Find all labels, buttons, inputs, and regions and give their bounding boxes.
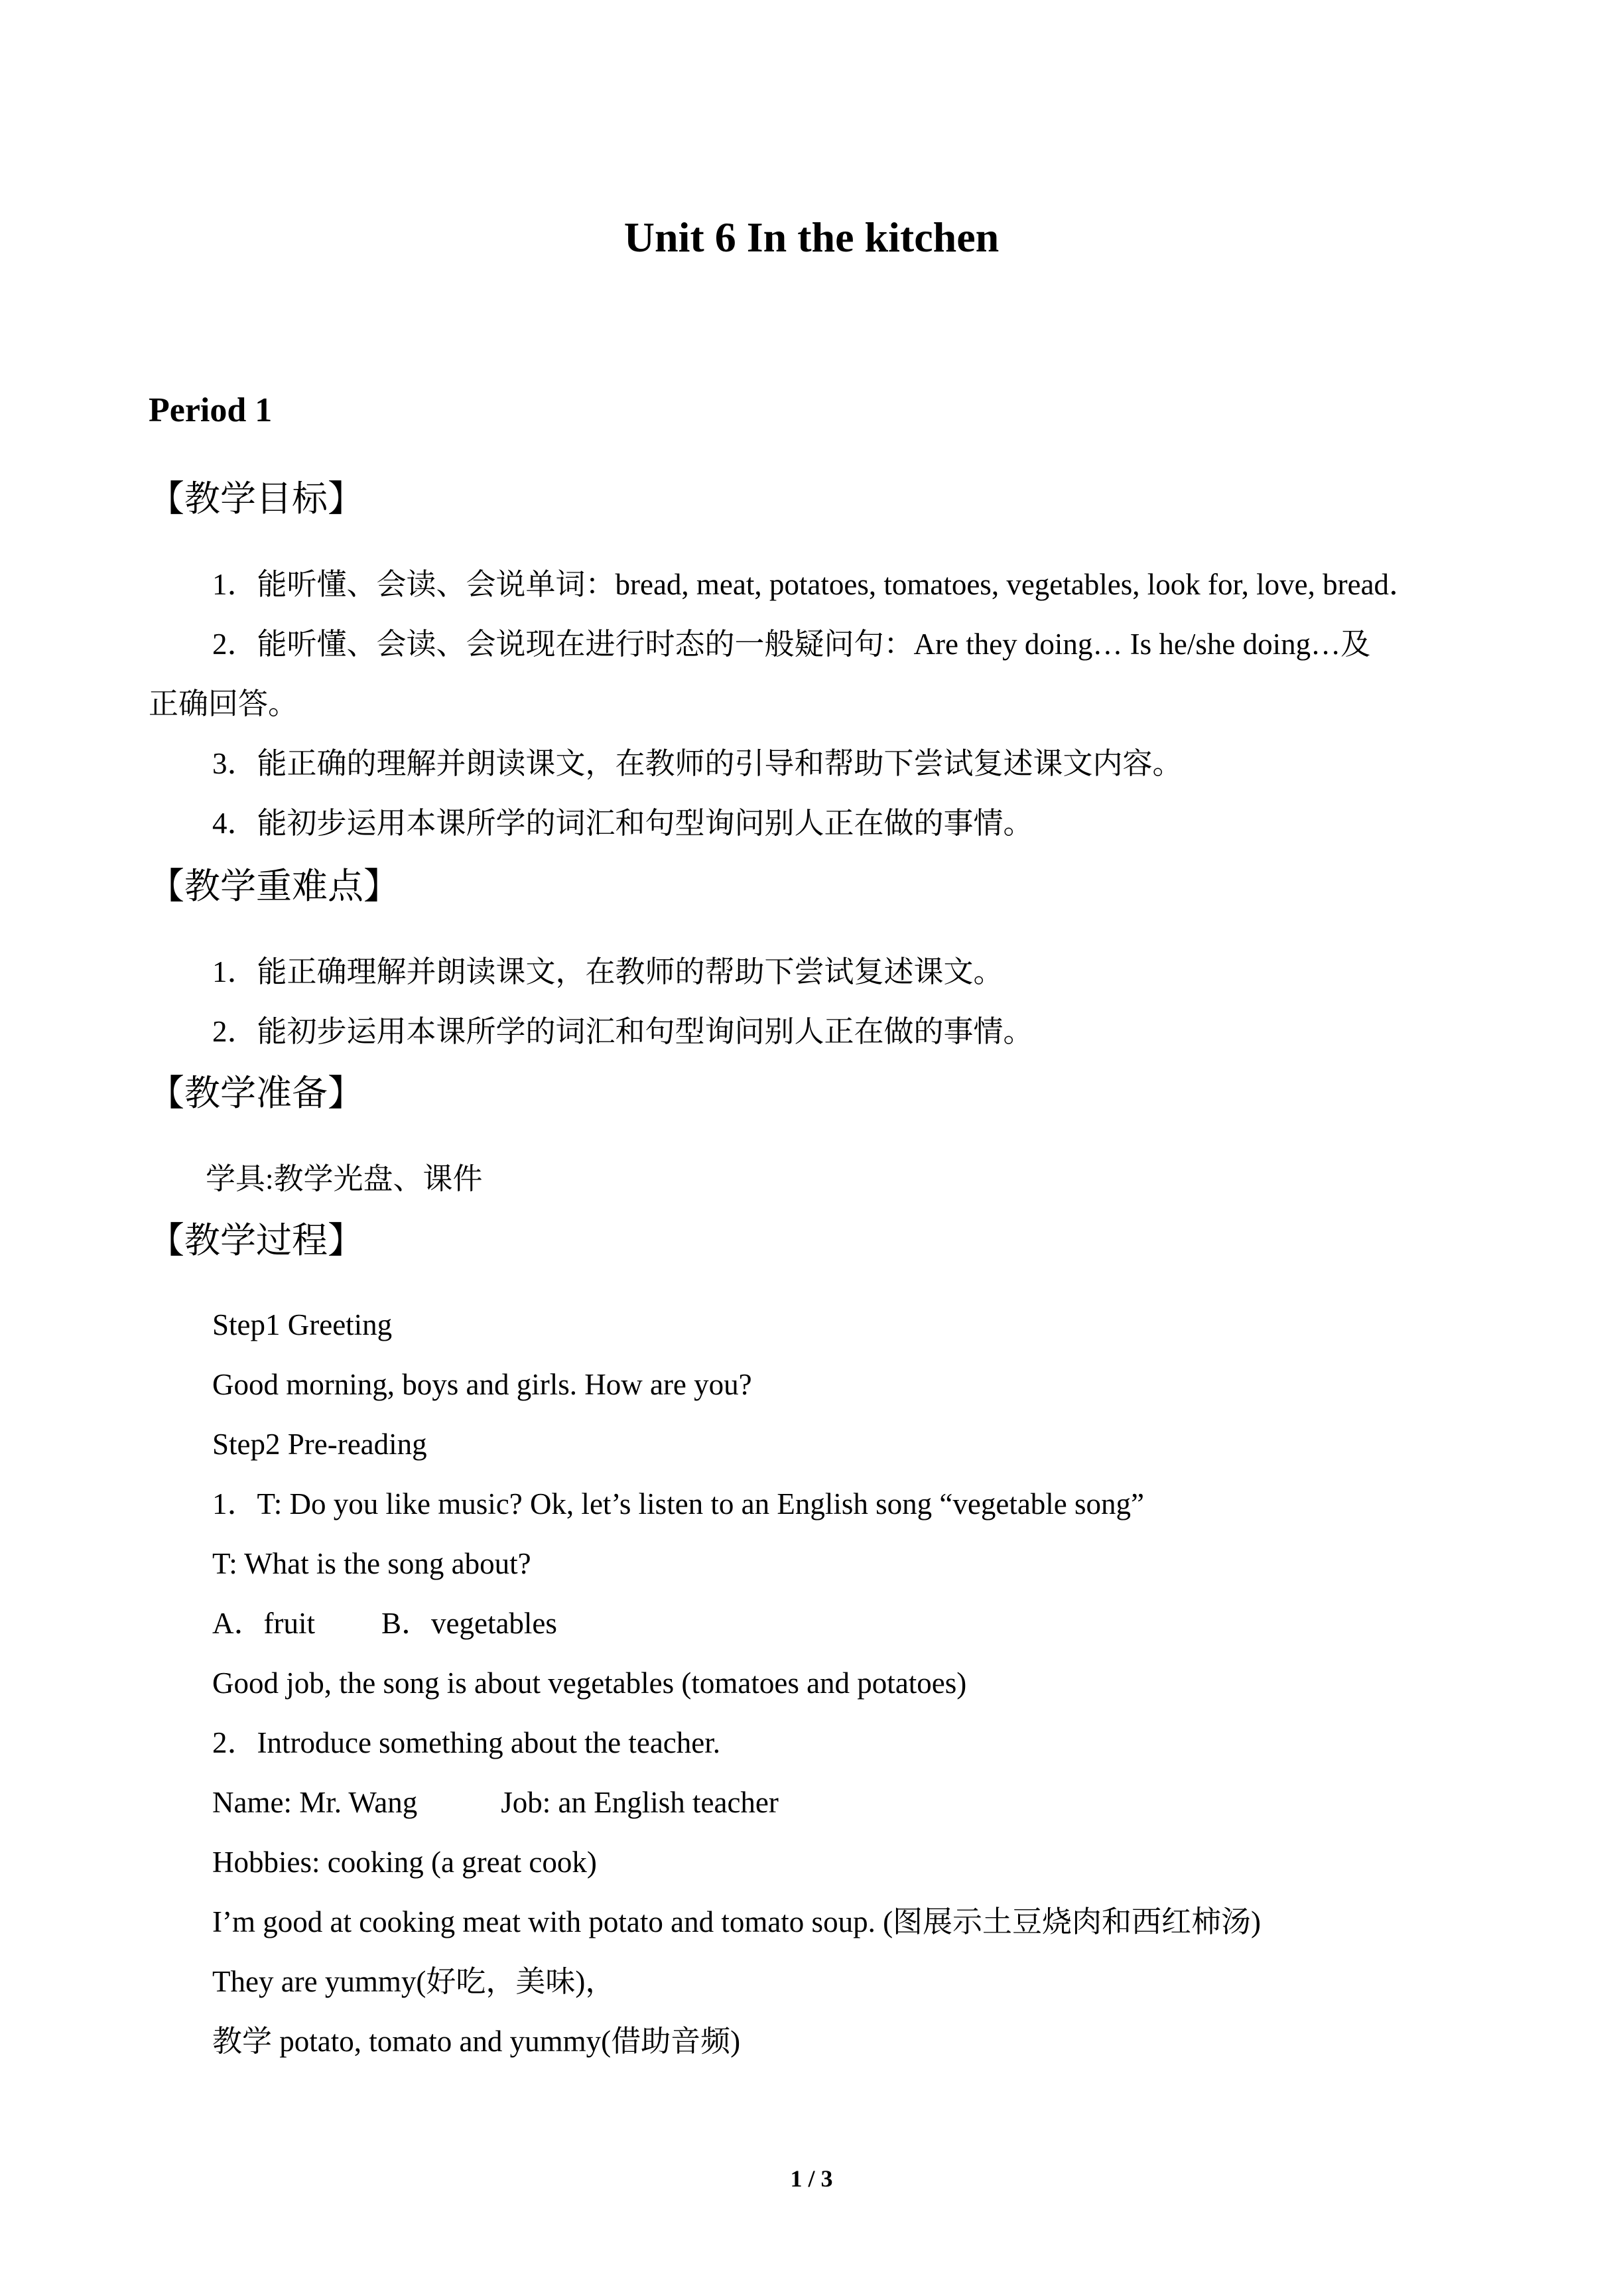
- goals-item-2: 2．能听懂、会读、会说现在进行时态的一般疑问句：Are they doing… Is he/she doing…及: [212, 628, 1371, 661]
- period-heading: Period 1: [149, 391, 273, 429]
- process-cooking: I’m good at cooking meat with potato and tomato soup. (图展示土豆烧肉和西红柿汤): [212, 1905, 1262, 1938]
- process-good-job: Good job, the song is about vegetables (tomatoes and potatoes): [212, 1666, 967, 1700]
- process-heading: 【教学过程】: [149, 1219, 363, 1261]
- process-options: [212, 1603, 557, 1644]
- process-teach-words: 教学 potato, tomato and yummy(借助音频): [212, 2025, 741, 2058]
- process-step1: Step1 Greeting: [212, 1308, 393, 1341]
- key-points-item-2: 2．能初步运用本课所学的词汇和句型询问别人正在做的事情。: [212, 1015, 1033, 1048]
- key-points-item-1: 1．能正确理解并朗读课文，在教师的帮助下尝试复述课文。: [212, 955, 1004, 988]
- option-a: A．fruit: [212, 1607, 315, 1640]
- goals-heading: 【教学目标】: [149, 478, 363, 519]
- goals-item-2-continued: 正确回答。: [149, 687, 298, 720]
- key-points-heading: 【教学重难点】: [149, 865, 399, 907]
- goals-item-1: 1．能听懂、会读、会说单词：bread, meat, potatoes, tomatoes, vegetables, look for, love, bread．: [212, 568, 1419, 601]
- process-song-about: T: What is the song about?: [212, 1547, 531, 1580]
- preparation-item-1: 学具:教学光盘、课件: [206, 1162, 483, 1195]
- option-b: B．vegetables: [381, 1607, 557, 1640]
- document-title: Unit 6 In the kitchen: [623, 214, 1000, 261]
- process-introduce: 2．Introduce something about the teacher.: [212, 1726, 721, 1759]
- process-hobbies: Hobbies: cooking (a great cook): [212, 1846, 597, 1879]
- process-song-question: 1．T: Do you like music? Ok, let’s listen to an English song “vegetable song”: [212, 1487, 1145, 1520]
- process-name-job: [212, 1782, 779, 1823]
- page-number: 1 / 3: [790, 2165, 833, 2192]
- teacher-name: Name: Mr. Wang: [212, 1786, 418, 1819]
- goals-item-4: 4．能初步运用本课所学的词汇和句型询问别人正在做的事情。: [212, 807, 1033, 840]
- teacher-job: Job: an English teacher: [501, 1786, 779, 1819]
- process-yummy: They are yummy(好吃，美味)，: [212, 1965, 616, 1998]
- goals-item-3: 3．能正确的理解并朗读课文，在教师的引导和帮助下尝试复述课文内容。: [212, 747, 1183, 780]
- process-step2: Step2 Pre-reading: [212, 1428, 427, 1461]
- preparation-heading: 【教学准备】: [149, 1072, 363, 1114]
- process-greeting-line: Good morning, boys and girls. How are you?: [212, 1368, 752, 1401]
